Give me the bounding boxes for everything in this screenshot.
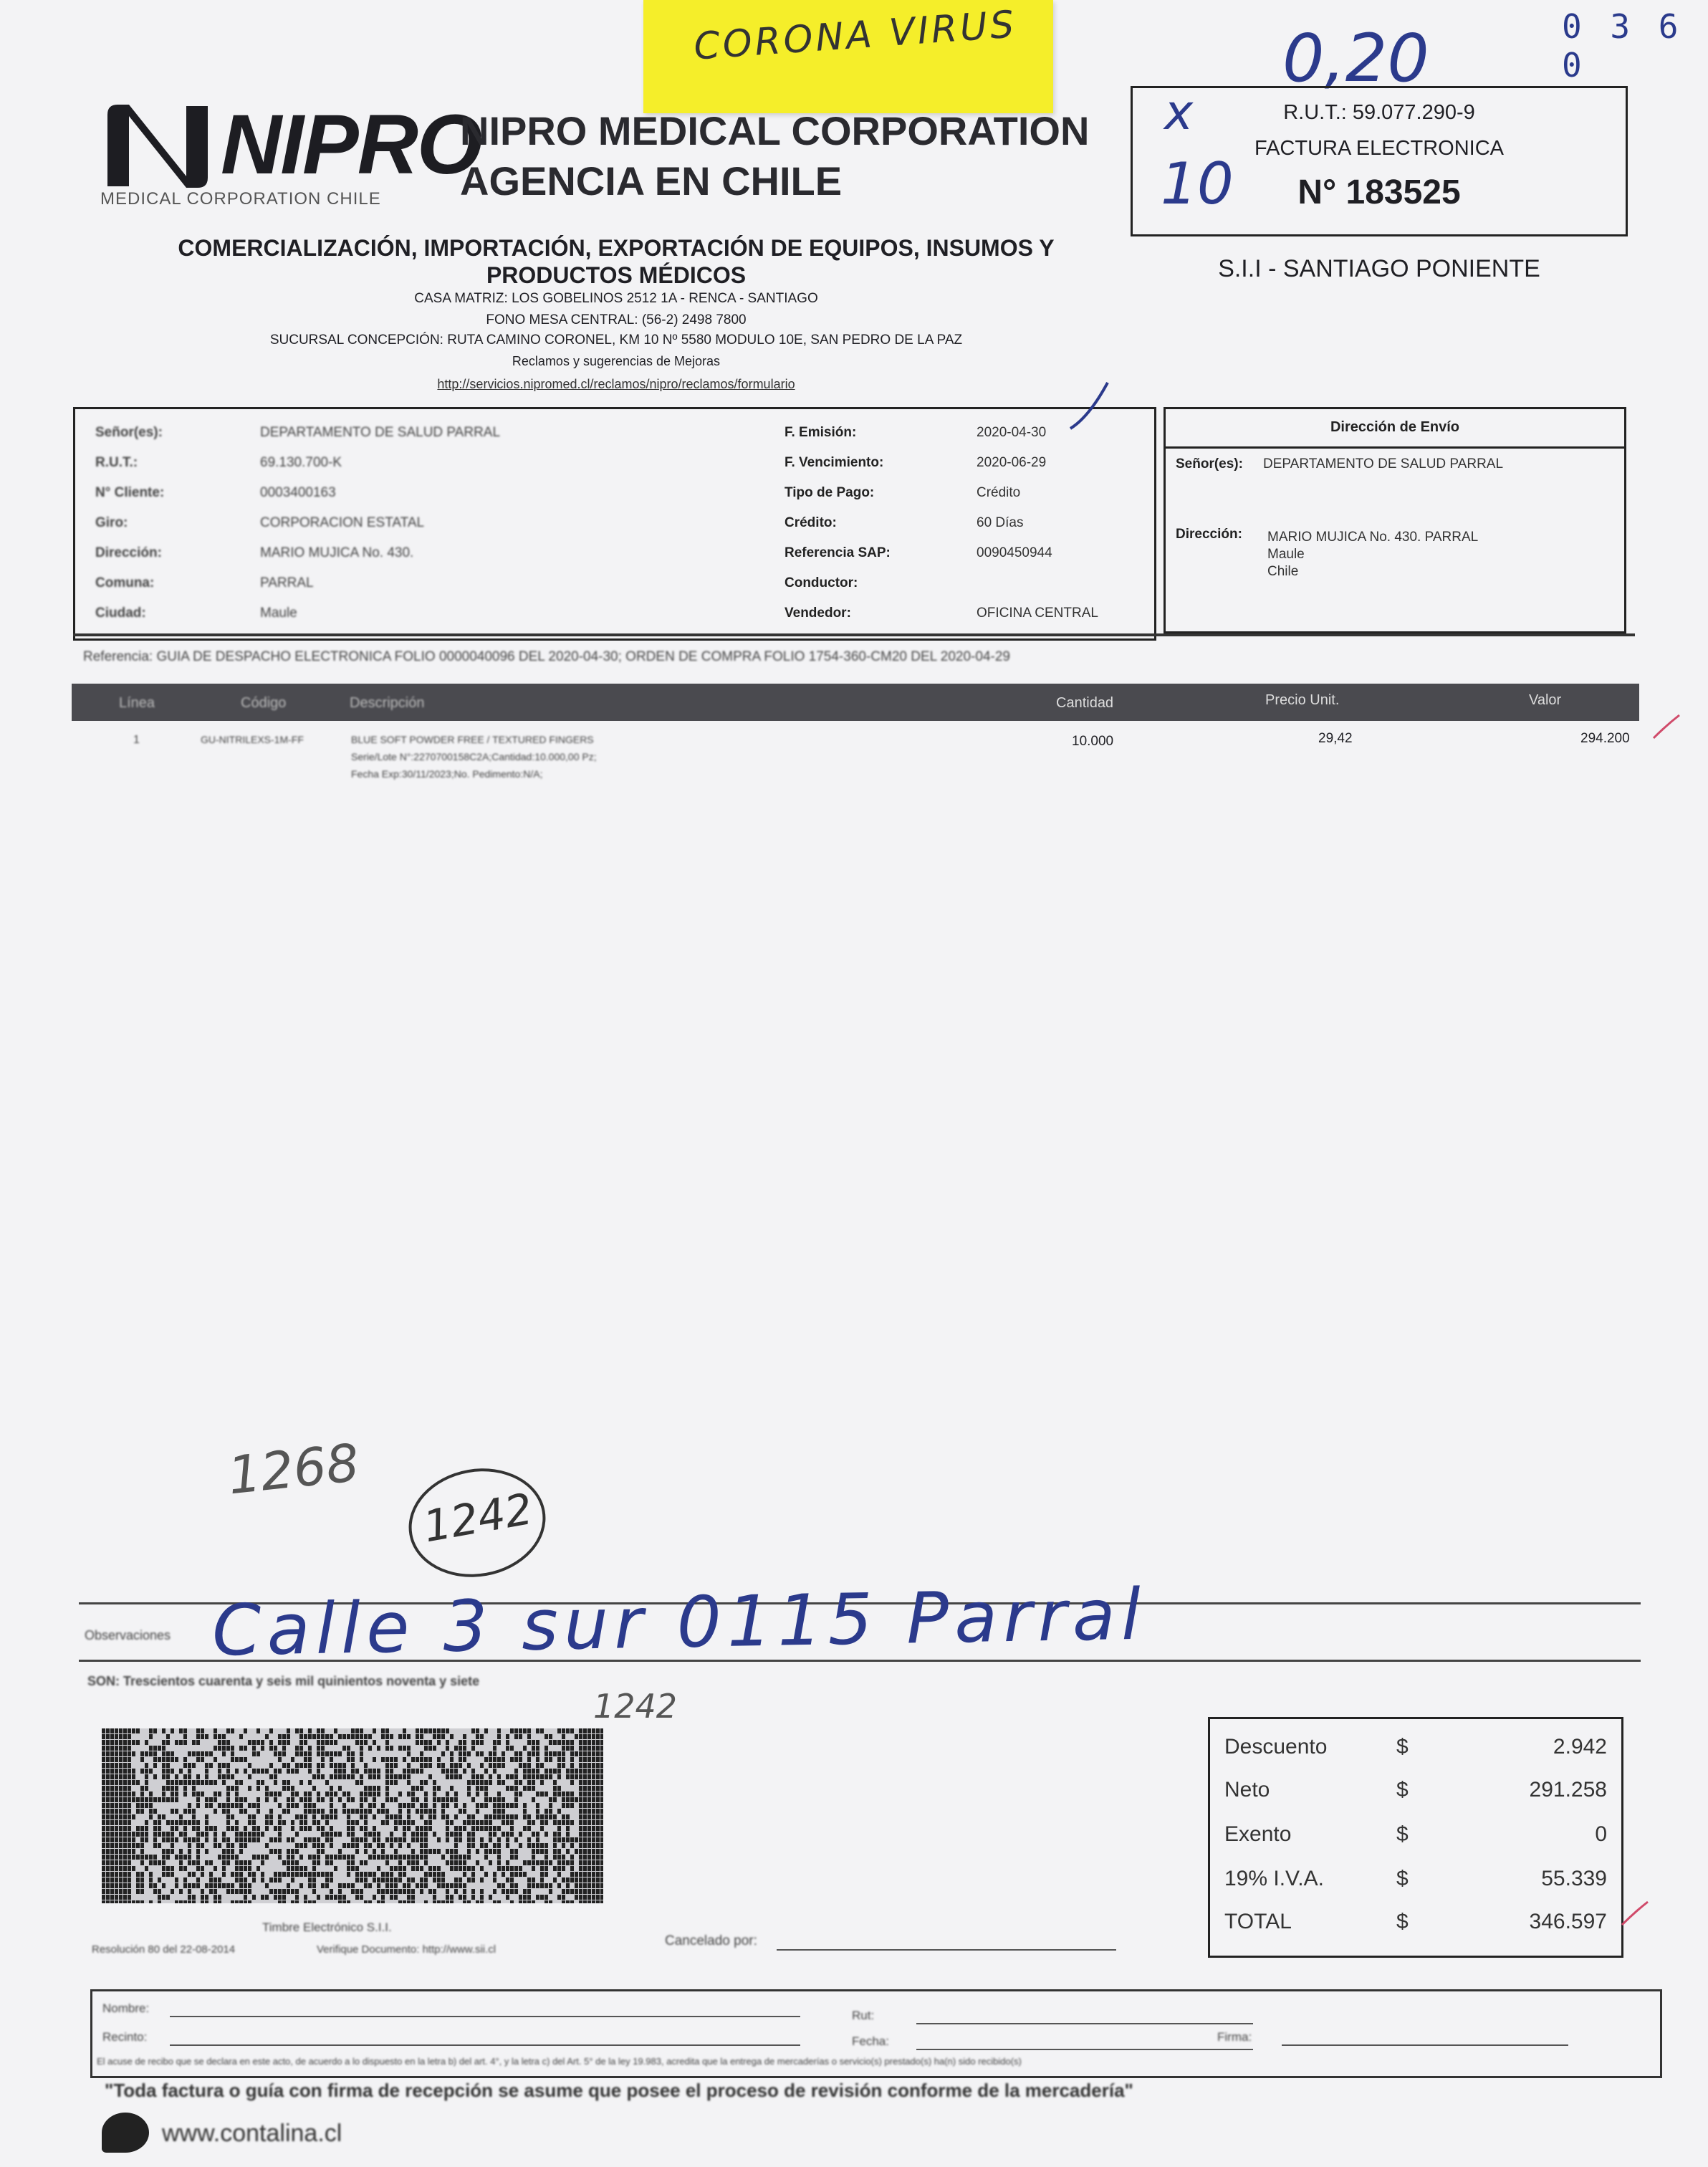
total-row-exento: Exento $ 0 <box>1224 1822 1607 1846</box>
col-descripcion: Descripción <box>350 695 425 711</box>
reception-firma-label: Firma: <box>1217 2030 1252 2044</box>
cancelado-label: Cancelado por: <box>665 1933 757 1948</box>
company-claims-link[interactable]: http://servicios.nipromed.cl/reclamos/nipro/reclamos/formulario <box>437 377 795 391</box>
reception-nombre-label: Nombre: <box>102 2001 150 2015</box>
logo-text: NIPRO <box>221 97 481 192</box>
invoice-info-label-5: Conductor: <box>785 575 858 590</box>
company-address: CASA MATRIZ: LOS GOBELINOS 2512 1A - RENCA - SANTIAGO <box>414 291 818 306</box>
company-branch: SUCURSAL CONCEPCIÓN: RUTA CAMINO CORONEL, KM 10 Nº 5580 MODULO 10E, SAN PEDRO DE LA PAZ <box>269 333 963 348</box>
shipping-senor-label: Señor(es): <box>1176 456 1243 472</box>
footer-quote: "Toda factura o guía con firma de recepción se asume que posee el proceso de revisión conforme de la mercadería" <box>105 2080 1133 2101</box>
shipping-dir-line1: MARIO MUJICA No. 430. PARRAL <box>1267 530 1479 545</box>
company-activity-line2: PRODUCTOS MÉDICOS <box>486 262 747 288</box>
sticky-note <box>643 0 1053 113</box>
invoice-rut: R.U.T.: 59.077.290-9 <box>1283 101 1475 124</box>
reception-nombre-line <box>170 2016 800 2017</box>
total-row-iva: 19% I.V.A. $ 55.339 <box>1224 1867 1607 1890</box>
footer-site: www.contalina.cl <box>162 2120 342 2147</box>
reference-line: Referencia: GUIA DE DESPACHO ELECTRONICA FOLIO 0000040096 DEL 2020-04-30; ORDEN DE COMPRA FOLIO 1754-360-CM20 DEL 2020-04-29 <box>83 649 1010 664</box>
footer-logo-icon <box>102 2113 149 2153</box>
client-value-1: 69.130.700-K <box>260 455 342 470</box>
col-linea: Línea <box>119 695 155 711</box>
row-price: 29,42 <box>1318 731 1353 746</box>
shipping-dir-label: Dirección: <box>1176 527 1242 542</box>
invoice-box <box>1131 86 1628 236</box>
items-table-header <box>72 684 1639 721</box>
blue-check-mark-icon <box>1068 381 1110 431</box>
col-cantidad: Cantidad <box>1056 695 1114 711</box>
reception-firma-line <box>1282 2044 1568 2046</box>
client-box <box>73 407 1156 641</box>
observaciones-bottom-line <box>79 1660 1641 1662</box>
invoice-info-value-3: 60 Días <box>977 515 1024 530</box>
handwritten-x-mark: x <box>1164 85 1194 141</box>
client-value-5: PARRAL <box>260 575 314 590</box>
invoice-info-label-4: Referencia SAP: <box>785 545 891 560</box>
client-label-6: Ciudad: <box>95 606 146 621</box>
invoice-info-label-6: Vendedor: <box>785 606 851 621</box>
invoice-info-value-1: 2020-06-29 <box>977 455 1047 470</box>
header-divider <box>73 633 1635 636</box>
company-claims: Reclamos y sugerencias de Mejoras <box>512 354 721 368</box>
invoice-info-value-2: Crédito <box>977 485 1021 500</box>
invoice-info-value-6: OFICINA CENTRAL <box>977 606 1098 621</box>
company-logo <box>100 96 481 211</box>
timbre-line2: Resolución 80 del 22-08-2014 <box>92 1943 236 1956</box>
row-code: GU-NITRILEXS-1M-FF <box>201 734 304 745</box>
row-desc2: Serie/Lote N°:2270700158C2A;Cantidad:10.000,00 Pz; <box>351 751 597 762</box>
check-mark-icon <box>1652 714 1681 742</box>
client-label-5: Comuna: <box>95 575 155 590</box>
nipro-logo-mark-icon <box>100 100 222 192</box>
invoice-info-label-2: Tipo de Pago: <box>785 485 875 500</box>
company-activity-line1: COMERCIALIZACIÓN, IMPORTACIÓN, EXPORTACIÓN DE EQUIPOS, INSUMOS Y <box>178 235 1055 261</box>
client-label-2: N° Cliente: <box>95 485 165 500</box>
invoice-info-value-5 <box>977 575 1098 606</box>
row-qty: 10.000 <box>1072 734 1114 749</box>
timbre-barcode-icon <box>102 1728 603 1903</box>
handwritten-1242-small: 1242 <box>593 1687 678 1726</box>
row-desc3: Fecha Exp:30/11/2023;No. Pedimento:N/A; <box>351 768 543 780</box>
client-value-3: CORPORACION ESTATAL <box>260 515 425 530</box>
total-row-neto: Neto $ 291.258 <box>1224 1778 1607 1802</box>
timbre-line3: Verifique Documento: http://www.sii.cl <box>317 1943 496 1956</box>
reception-recinto-label: Recinto: <box>102 2030 148 2044</box>
row-line: 1 <box>133 734 140 746</box>
client-label-0: Señor(es): <box>95 425 163 440</box>
reception-box <box>90 1989 1662 2078</box>
row-desc1: BLUE SOFT POWDER FREE / TEXTURED FINGERS <box>351 734 594 745</box>
shipping-title-divider <box>1166 446 1624 449</box>
invoice-sii: S.I.I - SANTIAGO PONIENTE <box>1218 255 1540 282</box>
handwritten-price-note: 0,20 <box>1282 20 1429 97</box>
row-value: 294.200 <box>1580 731 1630 746</box>
company-name-line1: NIPRO MEDICAL CORPORATION <box>460 108 1090 153</box>
invoice-info-values <box>977 425 1098 636</box>
reception-rut-label: Rut: <box>852 2009 875 2022</box>
handwritten-ten: 10 <box>1161 150 1234 217</box>
observaciones-label: Observaciones <box>85 1628 171 1642</box>
shipping-box <box>1164 407 1626 633</box>
reception-fecha-line <box>916 2049 1253 2050</box>
handwritten-1268: 1268 <box>225 1432 363 1506</box>
totals-box <box>1208 1717 1623 1958</box>
col-codigo: Código <box>241 695 287 711</box>
client-value-4: MARIO MUJICA No. 430. <box>260 545 414 560</box>
client-labels <box>95 425 164 636</box>
client-value-2: 0003400163 <box>260 485 336 500</box>
top-right-number: 0 3 6 0 <box>1562 7 1683 85</box>
col-valor: Valor <box>1529 692 1562 708</box>
sticky-note-text: CORONA VIRUS <box>692 3 1018 69</box>
reception-legal-text: El acuse de recibo que se declara en este acto, de acuerdo a lo dispuesto en la letra b) del art. 4°, y la letra c) del Art. 5° de la ley 19.983, acredita que la entrega de mercaderías o servicio(s) prestado(s) ha(n) sido recibido(s) <box>97 2056 1022 2067</box>
reception-fecha-label: Fecha: <box>852 2034 889 2048</box>
client-value-6: Maule <box>260 606 297 621</box>
reception-rut-line <box>916 2023 1253 2024</box>
invoice-type: FACTURA ELECTRONICA <box>1254 137 1505 160</box>
client-values <box>260 425 500 636</box>
handwritten-1242-circle <box>400 1458 554 1587</box>
total-check-mark-icon <box>1621 1900 1649 1929</box>
client-label-4: Dirección: <box>95 545 162 560</box>
total-row-descuento: Descuento $ 2.942 <box>1224 1735 1607 1759</box>
client-label-3: Giro: <box>95 515 128 530</box>
invoice-info-label-1: F. Vencimiento: <box>785 455 884 470</box>
invoice-info-value-0: 2020-04-30 <box>977 425 1047 440</box>
table-row <box>72 729 1639 801</box>
shipping-title: Dirección de Envío <box>1330 419 1460 435</box>
shipping-dir-line2: Maule <box>1267 547 1305 562</box>
timbre-line1: Timbre Electrónico S.I.I. <box>262 1920 392 1934</box>
son-amount-text: SON: Trescientos cuarenta y seis mil quinientos noventa y siete <box>87 1674 480 1688</box>
handwritten-1242-circled: 1242 <box>420 1483 537 1553</box>
reception-recinto-line <box>170 2044 800 2046</box>
col-precio-unit: Precio Unit. <box>1265 692 1340 708</box>
company-phone: FONO MESA CENTRAL: (56-2) 2498 7800 <box>486 312 747 327</box>
cancelado-line <box>777 1949 1116 1951</box>
invoice-info-labels <box>785 425 891 636</box>
invoice-info-label-3: Crédito: <box>785 515 837 530</box>
company-name-line2: AGENCIA EN CHILE <box>460 158 843 204</box>
observaciones-handwritten: Calle 3 sur 0115 Parral <box>211 1574 1147 1673</box>
invoice-info-label-0: F. Emisión: <box>785 425 857 440</box>
logo-subtext: MEDICAL CORPORATION CHILE <box>100 189 381 209</box>
shipping-dir-line3: Chile <box>1267 564 1299 579</box>
invoice-number: N° 183525 <box>1297 173 1461 211</box>
total-row-total: TOTAL $ 346.597 <box>1224 1910 1607 1933</box>
client-value-0: DEPARTAMENTO DE SALUD PARRAL <box>260 425 501 440</box>
client-label-1: R.U.T.: <box>95 455 138 470</box>
shipping-senor-value: DEPARTAMENTO DE SALUD PARRAL <box>1263 456 1504 472</box>
invoice-info-value-4: 0090450944 <box>977 545 1052 560</box>
